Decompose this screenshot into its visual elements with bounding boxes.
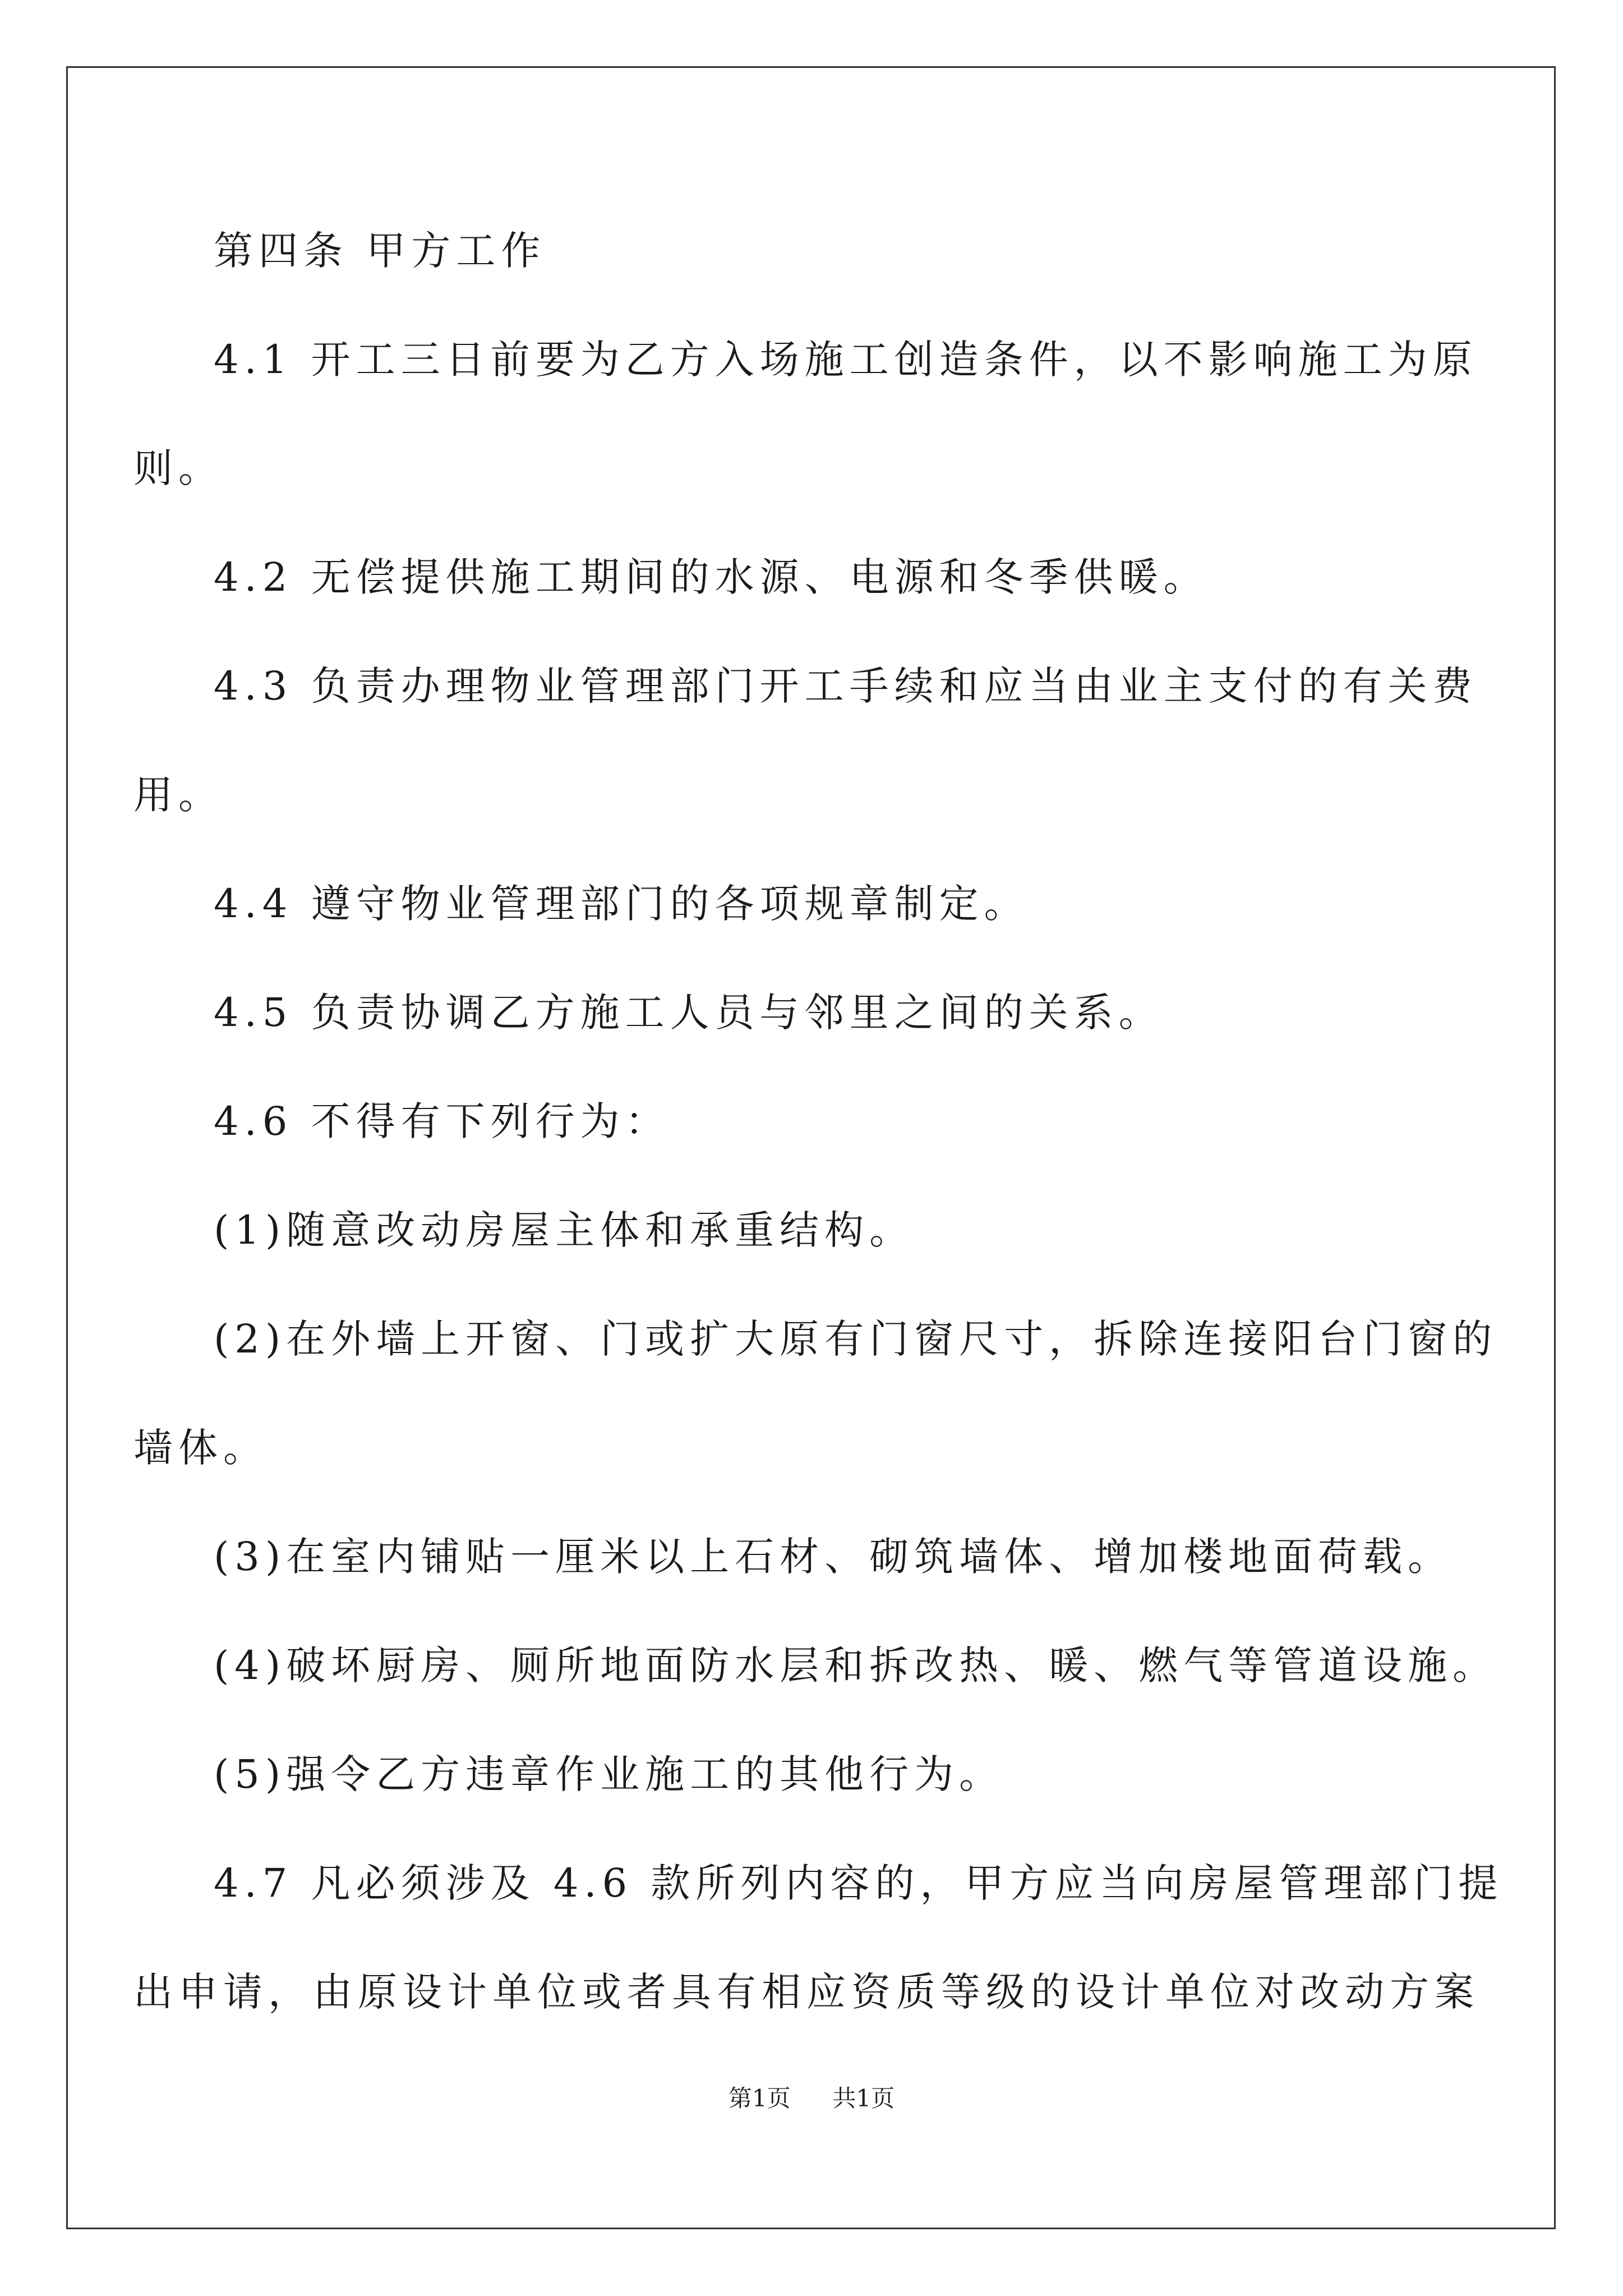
clause-4-3-line2: 用。 (133, 772, 223, 818)
clause-4-1-line2: 则。 (133, 445, 223, 491)
clause-4-7-line2: 出申请，由原设计单位或者具有相应资质等级的设计单位对改动方案 (133, 1969, 1479, 2015)
clause-4-6-item-4: (4)破坏厨房、厕所地面防水层和拆改热、暖、燃气等管道设施。 (214, 1642, 1498, 1688)
clause-4-7-line1: 4.7 凡必须涉及 4.6 款所列内容的，甲方应当向房屋管理部门提 (214, 1860, 1504, 1906)
clause-4-6-item-2-line1: (2)在外墙上开窗、门或扩大原有门窗尺寸，拆除连接阳台门窗的 (214, 1316, 1498, 1362)
page-footer (0, 2080, 1623, 2114)
clause-4-3-line1: 4.3 负责办理物业管理部门开工手续和应当由业主支付的有关费 (214, 663, 1478, 709)
clause-4-5: 4.5 负责协调乙方施工人员与邻里之间的关系。 (214, 990, 1164, 1036)
clause-4-6-item-5: (5)强令乙方违章作业施工的其他行为。 (214, 1751, 1004, 1797)
page-number-total: 共1页 (832, 2085, 895, 2112)
clause-4-6-item-3: (3)在室内铺贴一厘米以上石材、砌筑墙体、增加楼地面荷载。 (214, 1534, 1453, 1580)
clause-4-1-line1: 4.1 开工三日前要为乙方入场施工创造条件，以不影响施工为原 (214, 337, 1478, 383)
document-body (133, 196, 1504, 2046)
clause-4-2: 4.2 无偿提供施工期间的水源、电源和冬季供暖。 (214, 554, 1209, 600)
clause-4-4: 4.4 遵守物业管理部门的各项规章制定。 (214, 881, 1029, 927)
clause-4-6: 4.6 不得有下列行为： (214, 1098, 670, 1144)
clause-4-6-item-2-line2: 墙体。 (133, 1425, 268, 1471)
page-number-current: 第1页 (728, 2085, 791, 2112)
section-heading: 第四条 甲方工作 (214, 228, 546, 274)
clause-4-6-item-1: (1)随意改动房屋主体和承重结构。 (214, 1207, 915, 1253)
